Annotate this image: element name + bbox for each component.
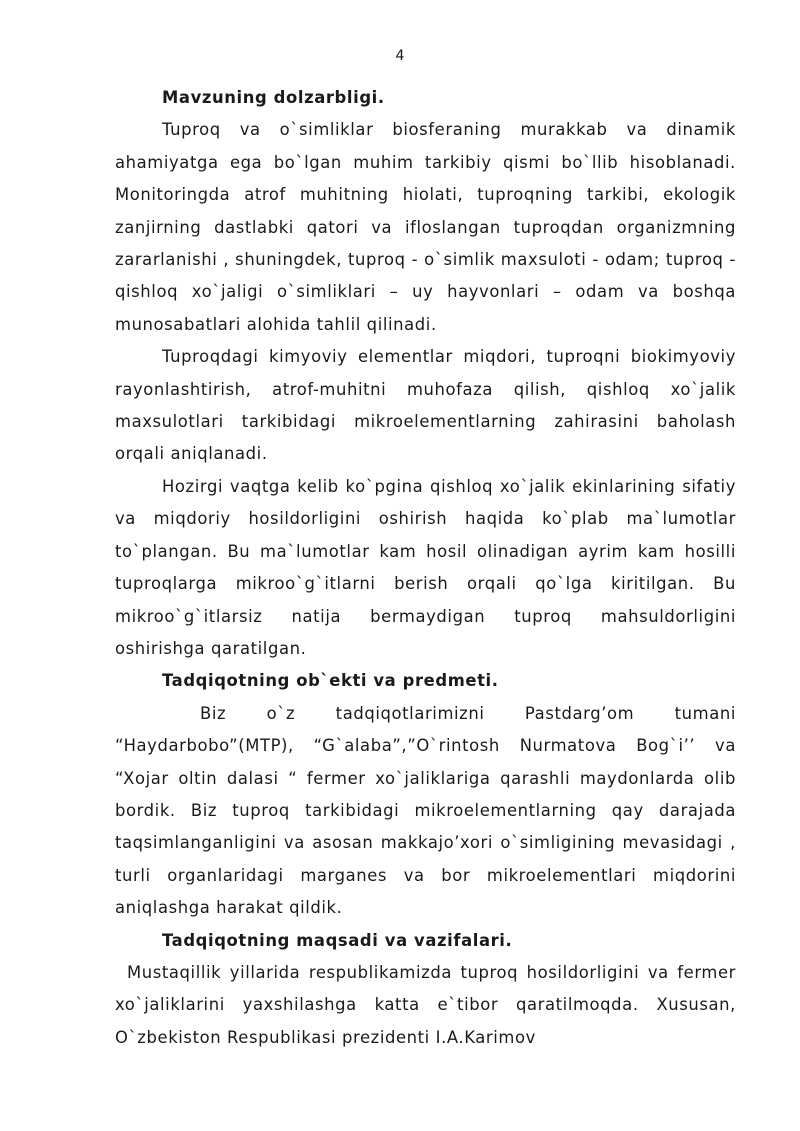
paragraph-goals-1: Mustaqillik yillarida respublikamizda tuproq hosildorligini va fermer xo`jaliklarini yaxshilashga katta e`tibor qaratilmoqda. Xususan, O`zbekiston Respublikasi prezidenti I.A.Karimov	[115, 962, 736, 1047]
paragraph-relevance-2: Tuproqdagi kimyoviy elementlar miqdori, tuproqni biokimyoviy rayonlashtirish, atrof-muhitni muhofaza qilish, qishloq xo`jalik maxsulotlari tarkibidagi mikroelementlarning zahirasini baholash orqali aniqlanadi.	[115, 347, 736, 464]
document-body	[115, 82, 736, 1054]
page-number: 4	[395, 48, 405, 64]
section-heading-object: Tadqiqotning ob`ekti va predmeti.	[162, 671, 499, 691]
paragraph-relevance-1: Tuproq va o`simliklar biosferaning murakkab va dinamik ahamiyatga ega bo`lgan muhim tarkibiy qismi bo`llib hisoblanadi. Monitoringda atrof muhitning hiolati, tuproqning tarkibi, ekologik zanjirning dastlabki qatori va ifloslangan tuproqdan organizmning zararlanishi , shuningdek, tuproq - o`simlik maxsuloti - odam; tuproq - qishloq xo`jaligi o`simliklari – uy hayvonlari – odam va boshqa munosabatlari alohida tahlil qilinadi.	[115, 120, 736, 334]
section-heading-relevance: Mavzuning dolzarbligi.	[162, 88, 385, 107]
section-heading-goals: Tadqiqotning maqsadi va vazifalari.	[162, 930, 513, 950]
paragraph-object-1: Biz o`z tadqiqotlarimizni Pastdarg’om tumani “Haydarbobo”(MTP), “G`alaba”,”O`rintosh Nurmatova Bog`i’’ va “Xojar oltin dalasi “ fermer xo`jaliklariga qarashli maydonlarda olib bordik. Biz tuproq tarkibidagi mikroelementlarning qay darajada taqsimlanganligini va asosan makkajo’xori o`simligining mevasidagi , turli organlaridagi marganes va bor mikroelementlari miqdorini aniqlashga harakat qildik.	[115, 703, 736, 918]
paragraph-relevance-3: Hozirgi vaqtga kelib ko`pgina qishloq xo`jalik ekinlarining sifatiy va miqdoriy hosildorligini oshirish haqida ko`plab ma`lumotlar to`plangan. Bu ma`lumotlar kam hosil olinadigan ayrim kam hosilli tuproqlarga mikroo`g`itlarni berish orqali qo`lga kiritilgan. Bu mikroo`g`itlarsiz natija bermaydigan tuproq mahsuldorligini oshirishga qaratilgan.	[115, 476, 736, 658]
